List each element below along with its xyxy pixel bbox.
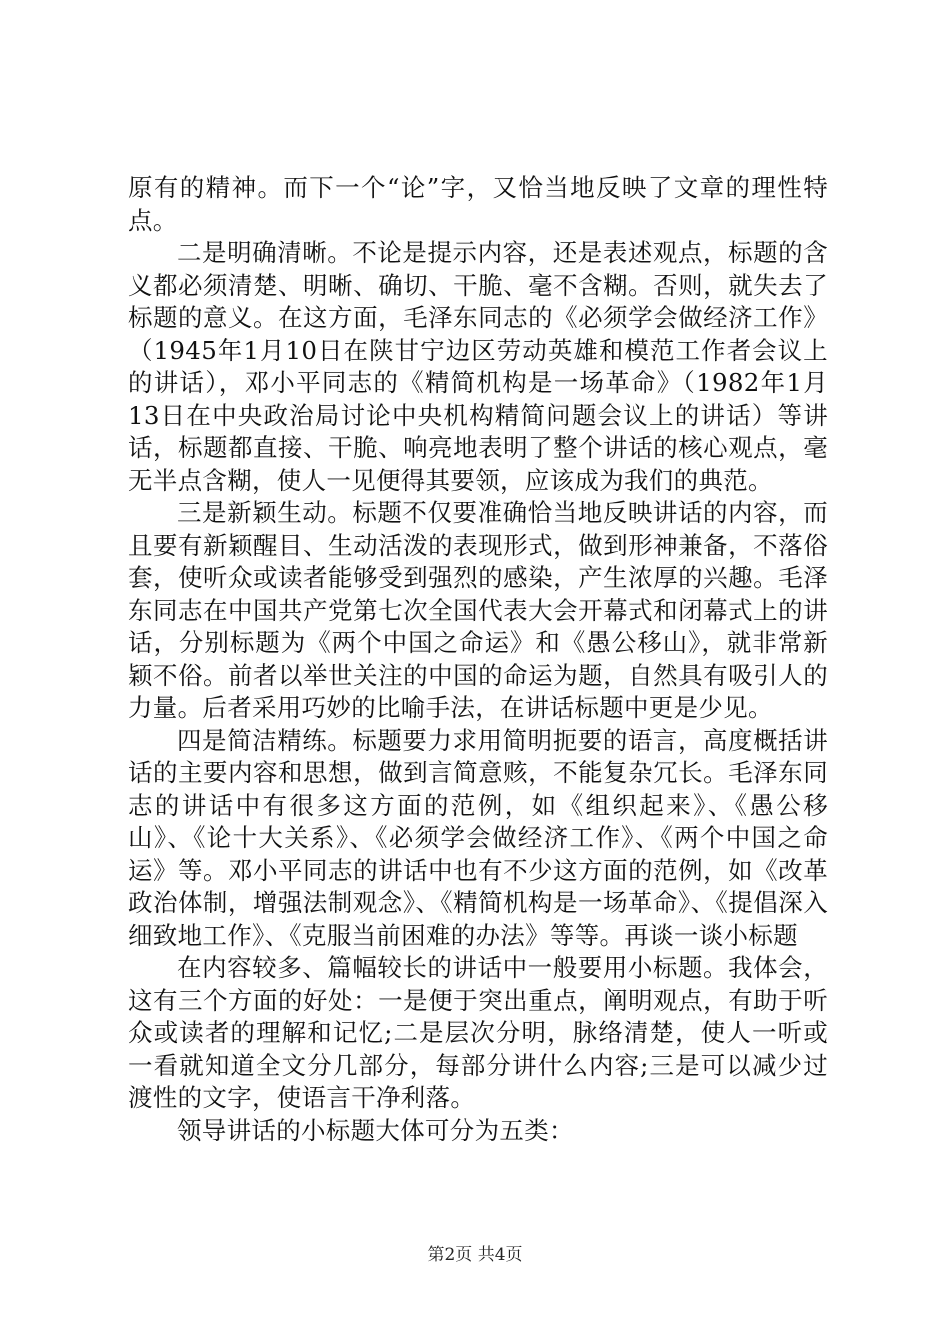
paragraph-clarity: 二是明确清晰。不论是提示内容，还是表述观点，标题的含义都必须清楚、明晰、确切、干脆、毫不含糊。否则，就失去了标题的意义。在这方面，毛泽东同志的《必须学会做经济工作》（1945年1月10日在陕甘宁边区劳动英雄和模范工作者会议上的讲话），邓小平同志的《精简机构是一场革命》（1982年1月13日在中央政治局讨论中央机构精简问题会议上的讲话）等讲话，标题都直接、干脆、响亮地表明了整个讲话的核心观点，毫无半点含糊，使人一见便得其要领，应该成为我们的典范。 — [128, 238, 828, 495]
page-number-label: 第2页 共4页 — [427, 1245, 523, 1265]
document-body — [128, 172, 828, 1147]
paragraph-categories: 领导讲话的小标题大体可分为五类： — [177, 1115, 574, 1145]
paragraph-concise: 四是简洁精练。标题要力求用简明扼要的语言，高度概括讲话的主要内容和思想，做到言简意赅，不能复杂冗长。毛泽东同志的讲话中有很多这方面的范例，如《组织起来》、《愚公移山》、《论十大关系》、《必须学会做经济工作》、《两个中国之命运》等。邓小平同志的讲话中也有不少这方面的范例，如《改革政治体制，增强法制观念》、《精简机构是一场革命》、《提倡深入细致地工作》、《克服当前困难的办法》等等。再谈一谈小标题 — [128, 725, 828, 950]
page-footer — [0, 1244, 950, 1266]
paragraph-subtitles: 在内容较多、篇幅较长的讲话中一般要用小标题。我体会，这有三个方面的好处：一是便于突出重点，阐明观点，有助于听众或读者的理解和记忆;二是层次分明，脉络清楚，使人一听或一看就知道全文分几部分，每部分讲什么内容;三是可以减少过渡性的文字，使语言干净利落。 — [128, 953, 828, 1112]
paragraph-novelty: 三是新颖生动。标题不仅要准确恰当地反映讲话的内容，而且要有新颖醒目、生动活泼的表现形式，做到形神兼备，不落俗套，使听众或读者能够受到强烈的感染，产生浓厚的兴趣。毛泽东同志在中国共产党第七次全国代表大会开幕式和闭幕式上的讲话，分别标题为《两个中国之命运》和《愚公移山》，就非常新颖不俗。前者以举世关注的中国的命运为题，自然具有吸引人的力量。后者采用巧妙的比喻手法，在讲话标题中更是少见。 — [128, 498, 828, 722]
paragraph-continuation: 原有的精神。而下一个“论”字，又恰当地反映了文章的理性特点。 — [128, 173, 828, 235]
